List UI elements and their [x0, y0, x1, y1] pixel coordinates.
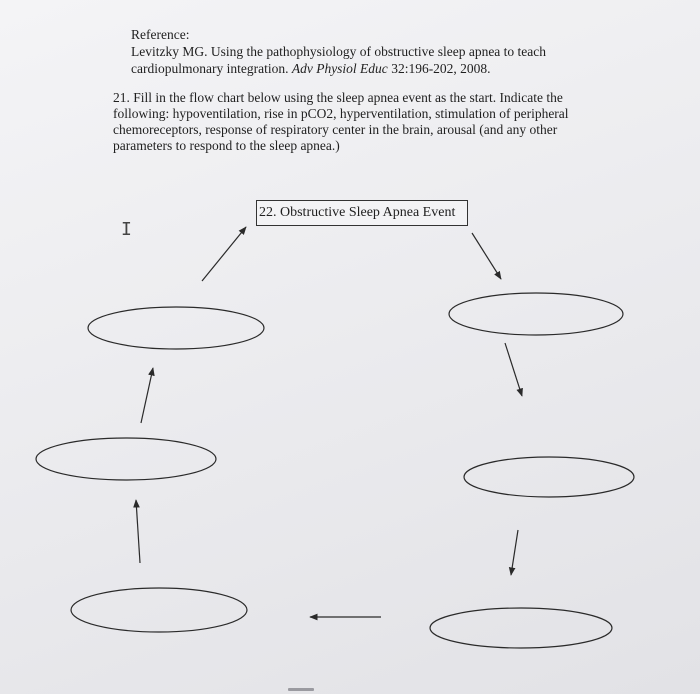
page-edge-mark	[288, 688, 314, 691]
arrow-left-3-to-left-2	[136, 500, 140, 563]
node-left-3[interactable]	[71, 588, 247, 632]
node-left-1[interactable]	[88, 307, 264, 349]
node-right-2[interactable]	[464, 457, 634, 497]
node-left-2[interactable]	[36, 438, 216, 480]
reference-line-1: Levitzky MG. Using the pathophysiology of obstructive sleep apnea to teach	[131, 44, 547, 59]
arrow-right-1-to-right-2	[505, 343, 522, 396]
reference-line-2a: cardiopulmonary integration.	[131, 61, 292, 76]
question-line-4: parameters to respond to the sleep apnea.)	[113, 138, 340, 153]
reference-heading: Reference:	[131, 27, 190, 42]
start-box-sleep-apnea-event: 22. Obstructive Sleep Apnea Event	[256, 200, 468, 226]
reference-journal: Adv Physiol Educ	[291, 61, 388, 76]
question-line-3: chemoreceptors, response of respiratory center in the brain, arousal (and any other	[113, 122, 558, 137]
text-cursor-icon: I	[121, 219, 132, 240]
node-right-1[interactable]	[449, 293, 623, 335]
arrow-right-2-to-right-3	[511, 530, 518, 575]
reference-line-2b: 32:196-202, 2008.	[387, 61, 491, 76]
arrow-left-2-to-left-1	[141, 368, 153, 423]
arrow-left-1-to-start	[202, 227, 246, 281]
question-line-2: following: hypoventilation, rise in pCO2, hyperventilation, stimulation of peripheral	[113, 106, 569, 121]
node-right-3[interactable]	[430, 608, 612, 648]
arrow-start-to-right-1	[472, 233, 501, 279]
question-line-1: 21. Fill in the flow chart below using the sleep apnea event as the start. Indicate the	[113, 90, 563, 105]
